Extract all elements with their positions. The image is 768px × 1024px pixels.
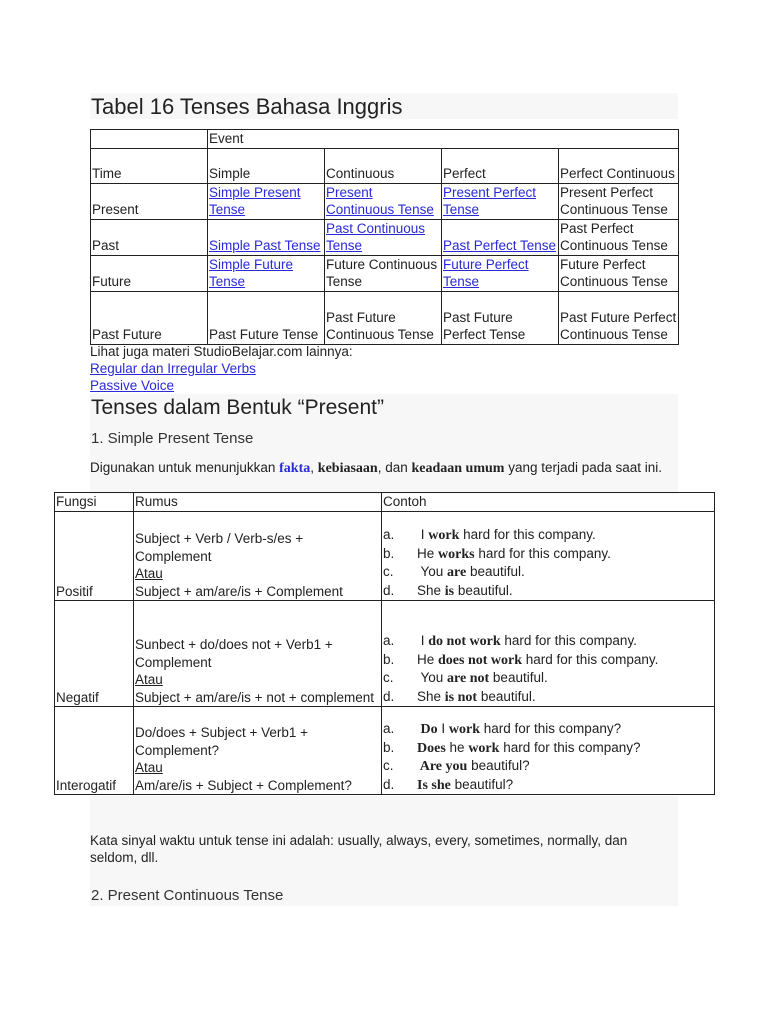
- example-bold: is not: [444, 689, 478, 705]
- page-title: Tabel 16 Tenses Bahasa Inggris: [91, 94, 403, 119]
- example-bold: Do: [417, 722, 438, 737]
- example-letter: b.: [383, 545, 395, 561]
- table-cell: [325, 183, 442, 219]
- tense-link[interactable]: Present Perfect Tense: [443, 184, 537, 217]
- example-text: hard for this company?: [499, 739, 641, 755]
- table-row: [55, 707, 715, 795]
- fungsi-cell: Positif: [55, 512, 134, 601]
- example-item: [383, 526, 713, 545]
- example-text: he: [445, 739, 469, 755]
- example-text: beautiful.: [466, 564, 525, 579]
- example-bold: Is she: [417, 777, 451, 793]
- signal-words: Kata sinyal waktu untuk tense ini adalah: usually, always, every, sometimes, normally, dan seldom, dll.: [90, 833, 628, 865]
- example-bold: are not: [447, 671, 490, 686]
- example-text: He: [417, 651, 439, 667]
- contoh-cell: [382, 601, 715, 707]
- simple-present-table: [54, 492, 715, 795]
- subheading-simple-present: 1. Simple Present Tense: [91, 430, 254, 447]
- example-text: beautiful?: [467, 758, 530, 773]
- rumus-cell: [134, 707, 382, 795]
- example-bold: is: [444, 583, 455, 599]
- example-letter: b.: [383, 651, 395, 667]
- example-letter: a.: [383, 721, 395, 736]
- table-cell: [208, 291, 325, 344]
- example-bold: Does: [417, 740, 446, 756]
- formula-line: Subject + Verb / Verb-s/es + Complement: [135, 531, 304, 564]
- row-time-label: Past Future: [91, 291, 208, 344]
- example-bold: work: [428, 528, 460, 543]
- fungsi-cell: Negatif: [55, 601, 134, 707]
- example-text: beautiful.: [477, 688, 536, 704]
- tense-label: Past Future Tense: [209, 327, 319, 342]
- tense-label: Past Perfect Continuous Tense: [560, 220, 668, 253]
- row-time-label: Present: [91, 183, 208, 219]
- example-bold: work: [468, 740, 500, 756]
- table-cell: [442, 255, 559, 291]
- tense-label: Past Future Continuous Tense: [326, 309, 434, 342]
- example-letter: c.: [383, 670, 394, 685]
- table-cell: [208, 219, 325, 255]
- example-item: [383, 688, 713, 707]
- atau-label: Atau: [135, 760, 163, 775]
- tense-link[interactable]: Past Continuous Tense: [326, 220, 426, 253]
- example-text: She: [417, 688, 445, 704]
- contoh-cell: [382, 707, 715, 795]
- example-bold: work: [448, 722, 481, 737]
- example-item: [383, 563, 713, 582]
- table-cell: [325, 255, 442, 291]
- table-row: [55, 601, 715, 707]
- intro-fakta: fakta: [279, 461, 311, 476]
- example-text: beautiful.: [454, 582, 513, 598]
- example-text: hard for this company.: [522, 651, 659, 667]
- example-item: [383, 545, 713, 564]
- example-text: hard for this company?: [480, 721, 622, 736]
- example-letter: b.: [383, 739, 395, 755]
- atau-label: Atau: [135, 566, 163, 581]
- intro-sep: , dan: [377, 460, 412, 475]
- example-letter: d.: [383, 688, 395, 704]
- example-text: You: [417, 564, 448, 579]
- table-row: [91, 291, 679, 344]
- example-text: beautiful.: [489, 670, 548, 685]
- rumus-cell: [134, 512, 382, 601]
- example-bold: Are you: [417, 759, 468, 774]
- formula-line: Do/does + Subject + Verb1 + Complement?: [135, 725, 308, 758]
- event-header: Event: [208, 130, 679, 149]
- example-text: You: [417, 670, 448, 685]
- table-row: [55, 493, 715, 512]
- example-letter: c.: [383, 758, 394, 773]
- table-row: [91, 148, 679, 183]
- subheading-present-continuous: 2. Present Continuous Tense: [91, 887, 284, 904]
- example-text: hard for this company.: [459, 527, 596, 542]
- example-bold: are: [447, 565, 467, 580]
- table-row: [91, 219, 679, 255]
- time-header: Time: [91, 148, 208, 183]
- tense-label: Future Perfect Continuous Tense: [560, 256, 668, 289]
- example-text: He: [417, 545, 439, 561]
- example-item: [383, 632, 713, 651]
- table-row: [91, 255, 679, 291]
- tense-label: Past Future Perfect Tense: [443, 309, 526, 342]
- column-header: Simple: [208, 148, 325, 183]
- formula-line: Sunbect + do/does not + Verb1 + Complement: [135, 637, 333, 670]
- table-cell: [442, 183, 559, 219]
- example-text: hard for this company.: [474, 545, 611, 561]
- column-header: Perfect: [442, 148, 559, 183]
- intro-text: yang terjadi pada saat ini.: [504, 460, 663, 475]
- table-cell: [208, 183, 325, 219]
- example-item: [383, 776, 713, 795]
- table-cell: [559, 291, 679, 344]
- intro-kebiasaan: kebiasaan: [317, 461, 378, 476]
- link-regular-irregular-verbs[interactable]: Regular dan Irregular Verbs: [90, 361, 256, 376]
- row-time-label: Past: [91, 219, 208, 255]
- example-text: She: [417, 582, 445, 598]
- example-letter: d.: [383, 776, 395, 792]
- intro-paragraph: [90, 459, 678, 477]
- table-cell: [325, 291, 442, 344]
- example-item: [383, 739, 713, 758]
- example-letter: c.: [383, 564, 394, 579]
- example-text: I: [437, 721, 449, 736]
- table-cell: [442, 291, 559, 344]
- table-row: [91, 183, 679, 219]
- example-text: hard for this company.: [500, 633, 637, 648]
- tense-link[interactable]: Simple Present Tense: [209, 184, 301, 217]
- tense-link[interactable]: Future Perfect Tense: [443, 256, 529, 289]
- example-item: [383, 582, 713, 601]
- example-item: [383, 757, 713, 776]
- formula-line: Am/are/is + Subject + Complement?: [135, 777, 352, 793]
- intro-keadaan: keadaan umum: [411, 461, 505, 476]
- example-letter: d.: [383, 582, 395, 598]
- fungsi-cell: Interogatif: [55, 707, 134, 795]
- intro-sep: ,: [310, 460, 318, 475]
- contoh-cell: [382, 512, 715, 601]
- tenses-table: [90, 129, 679, 345]
- column-header: Perfect Continuous: [559, 148, 679, 183]
- see-also-text: Lihat juga materi StudioBelajar.com lainnya:: [90, 344, 353, 359]
- table-row: [91, 130, 679, 149]
- rumus-cell: [134, 601, 382, 707]
- example-item: [383, 651, 713, 670]
- empty-cell: [91, 130, 208, 149]
- example-bold: does not work: [438, 652, 523, 668]
- tense-link[interactable]: Past Perfect Tense: [443, 238, 557, 253]
- table-cell: [559, 219, 679, 255]
- example-item: [383, 669, 713, 688]
- example-item: [383, 720, 713, 739]
- table-cell: [325, 219, 442, 255]
- header-contoh: Contoh: [382, 493, 715, 512]
- header-fungsi: Fungsi: [55, 493, 134, 512]
- header-rumus: Rumus: [134, 493, 382, 512]
- example-text: beautiful?: [450, 776, 514, 792]
- example-bold: works: [438, 546, 475, 562]
- tense-label: Past Future Perfect Continuous Tense: [560, 309, 677, 342]
- section-heading: Tenses dalam Bentuk “Present”: [91, 396, 384, 419]
- row-time-label: Future: [91, 255, 208, 291]
- tense-link[interactable]: Simple Future Tense: [209, 256, 294, 289]
- table-cell: [559, 255, 679, 291]
- example-text: I: [417, 633, 429, 648]
- atau-label: Atau: [135, 672, 163, 687]
- formula-line: Subject + am/are/is + Complement: [135, 583, 343, 599]
- tense-link[interactable]: Present Continuous Tense: [326, 184, 434, 217]
- example-letter: a.: [383, 527, 395, 542]
- formula-line: Subject + am/are/is + not + complement: [135, 689, 374, 705]
- tense-label: Future Continuous Tense: [326, 256, 438, 289]
- link-passive-voice[interactable]: Passive Voice: [90, 378, 175, 393]
- tense-label: Present Perfect Continuous Tense: [560, 184, 668, 217]
- table-cell: [442, 219, 559, 255]
- example-letter: a.: [383, 633, 395, 648]
- example-text: I: [417, 527, 429, 542]
- table-cell: [208, 255, 325, 291]
- intro-text: Digunakan untuk menunjukkan: [90, 460, 280, 475]
- table-row: [55, 512, 715, 601]
- tense-link[interactable]: Simple Past Tense: [209, 238, 321, 253]
- table-cell: [559, 183, 679, 219]
- example-bold: do not work: [428, 634, 501, 649]
- column-header: Continuous: [325, 148, 442, 183]
